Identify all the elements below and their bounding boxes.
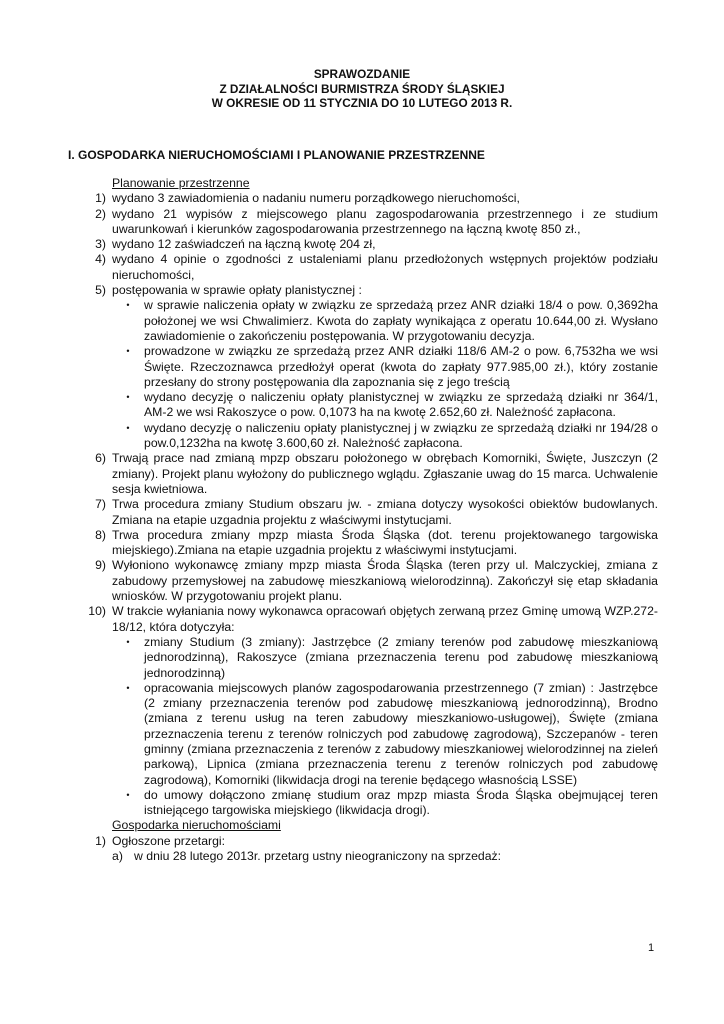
list-item [68, 207, 658, 238]
item-number: 1) [95, 833, 106, 848]
item-number: 6) [95, 451, 106, 466]
sub-list-item [112, 849, 658, 864]
item-number: 4) [95, 252, 106, 267]
bullet-icon: • [126, 346, 130, 357]
contract-scope-bullets [112, 635, 658, 819]
list-item [68, 283, 658, 298]
list-item [68, 252, 658, 283]
planning-subheading: Planowanie przestrzenne [112, 176, 250, 190]
item-text: postępowania w sprawie opłaty planistycznej : [112, 283, 362, 298]
bullet-icon: • [126, 422, 130, 433]
item-text: Ogłoszone przetargi: [112, 833, 226, 848]
page-number: 1 [648, 942, 655, 954]
planning-fee-bullets [112, 298, 658, 451]
item-number: 8) [95, 527, 106, 542]
item-text: wydano 3 zawiadomienia o nadaniu numeru porządkowego nieruchomości, [112, 191, 520, 206]
item-number: 10) [88, 604, 106, 619]
bullet-text: wydano decyzję o naliczeniu opłaty planistycznej w związku ze sprzedażą działki nr 364/1, AM-2 we wsi Rakoszyce o pow. 0,1073 ha na kwotę 2.652,60 zł. Należność zapłacona. [144, 390, 658, 420]
title-line-2: Z DZIAŁALNOŚCI BURMISTRZA ŚRODY ŚLĄSKIEJ [219, 81, 505, 96]
bullet-item [112, 344, 658, 390]
list-item [68, 558, 658, 604]
bullet-item [112, 681, 658, 788]
item-text: wydano 4 opinie o zgodności z ustaleniami planu przedłożonych wstępnych projektów podziału nieruchomości, [112, 252, 658, 282]
item-text: Trwa procedura zmiany mpzp miasta Środa Śląska (dot. terenu projektowanego targowiska miejskiego).Zmiana na etapie uzgadnia projektu z właściwymi instytucjami. [112, 527, 658, 558]
title-line-3: W OKRESIE OD 11 STYCZNIA DO 10 LUTEGO 2013 R. [211, 96, 513, 111]
item-number: 2) [95, 206, 106, 221]
list-item [68, 191, 658, 206]
document-body [68, 176, 658, 864]
list-item [68, 237, 658, 252]
item-text: W trakcie wyłaniania nowy wykonawca opracowań objętych zerwaną przez Gminę umową WZP.272-18/12, która dotyczyła: [112, 604, 658, 634]
bullet-item [112, 421, 658, 452]
bullet-item [112, 390, 658, 421]
item-number: 5) [95, 283, 106, 298]
list-item [68, 497, 658, 528]
bullet-icon: • [126, 789, 130, 800]
bullet-text: opracowania miejscowych planów zagospodarowania przestrzennego (7 zmian) : Jastrzębce (2 zmiany przeznaczenia terenów pod zabudowę mieszkaniową jednorodzinną), Brodno (zmiana z terenu usług na teren zabudowy mieszkaniowo-usługowej), Święte (zmiana przeznaczenia terenu z terenów rolniczych pod zabudowę zagrodową), Szczepanów - teren gminny (zmiana przeznaczenia z terenów z zabudowy mieszkaniowej wielorodzinnej na zieleń parkową), Lipnica (zmiana przeznaczenia terenu z terenów rolniczych pod zabudowę zagrodową), Komorniki (likwidacja drogi na terenie będącego własnością LSSE) [144, 680, 658, 787]
item-number: 9) [95, 558, 106, 573]
item-text: Trwają prace nad zmianą mpzp obszaru położonego w obrębach Komorniki, Święte, Juszczyn (2 zmiany). Projekt planu wyłożony do publicznego wglądu. Zgłaszanie uwag do 15 marca. Uchwalenie sesja kwietniowa. [112, 451, 658, 496]
bullet-text: prowadzone w związku ze sprzedażą przez ANR działki 118/6 AM-2 o pow. 6,7532ha we wsi Święte. Rzeczoznawca przedłożył operat (kwota do zapłaty 977.985,00 zł.), który zostanie przesłany do strony postępowania dla zapoznania się z jego treścią [144, 344, 658, 389]
bullet-text: wydano decyzję o naliczeniu opłaty planistycznej j w związku ze sprzedażą działki nr 194/28 o pow.0,1232ha na kwotę 3.600,60 zł. Należność zapłacona. [144, 420, 658, 451]
section-heading: I. GOSPODARKA NIERUCHOMOŚCIAMI I PLANOWANIE PRZESTRZENNE [68, 148, 485, 162]
bullet-icon: • [126, 300, 130, 311]
bullet-item [112, 788, 658, 819]
list-item [68, 451, 658, 497]
item-number: 7) [95, 497, 106, 512]
item-number: 3) [95, 237, 106, 252]
list-item [68, 604, 658, 635]
property-subheading: Gospodarka nieruchomościami [112, 818, 281, 833]
item-text: Trwa procedura zmiany Studium obszaru jw. - zmiana dotyczy wysokości obiektów budowlanych. Zmiana na etapie uzgadnia projektu z właściwymi instytucjami. [112, 497, 658, 527]
bullet-text: do umowy dołączono zmianę studium oraz mpzp miasta Środa Śląska obejmującej teren istniejącego targowiska miejskiego (likwidacja drogi). [144, 787, 658, 818]
list-item [68, 834, 658, 849]
bullet-icon: • [126, 682, 130, 693]
sub-item-letter: a) [112, 849, 123, 864]
list-item [68, 528, 658, 559]
report-title [0, 67, 724, 111]
item-text: wydano 21 wypisów z miejscowego planu zagospodarowania przestrzennego i ze studium uwarunkowań i kierunków zagospodarowania przestrzennego na łączną kwotę 850 zł., [112, 206, 658, 236]
item-number: 1) [95, 191, 106, 206]
item-text: Wyłoniono wykonawcę zmiany mpzp miasta Środa Śląska (teren przy ul. Malczyckiej, zmiana z zabudowy przemysłowej na zabudowę mieszkaniową wielorodzinną). Zakończył się etap składania wniosków. W przygotowaniu projekt planu. [112, 558, 658, 604]
bullet-text: zmiany Studium (3 zmiany): Jastrzębce (2 zmiany terenów pod zabudowę mieszkaniową jednorodzinną), Rakoszyce (zmiana przeznaczenia terenu pod zabudowę mieszkaniową jednorodzinną) [144, 634, 658, 680]
item-text: wydano 12 zaświadczeń na łączną kwotę 204 zł, [112, 237, 376, 252]
bullet-icon: • [126, 392, 130, 403]
bullet-item [112, 635, 658, 681]
bullet-icon: • [126, 636, 130, 647]
title-line-1: SPRAWOZDANIE [313, 67, 411, 81]
sub-item-text: w dniu 28 lutego 2013r. przetarg ustny nieograniczony na sprzedaż: [134, 849, 502, 864]
bullet-text: w sprawie naliczenia opłaty w związku ze sprzedażą przez ANR działki 18/4 o pow. 0,3692ha położonej we wsi Chwalimierz. Kwota do zapłaty wynikająca z operatu 10.644,00 zł. Wysłano zawiadomienie o zakończeniu postępowania. W przygotowaniu decyzja. [144, 298, 658, 343]
bullet-item [112, 298, 658, 344]
